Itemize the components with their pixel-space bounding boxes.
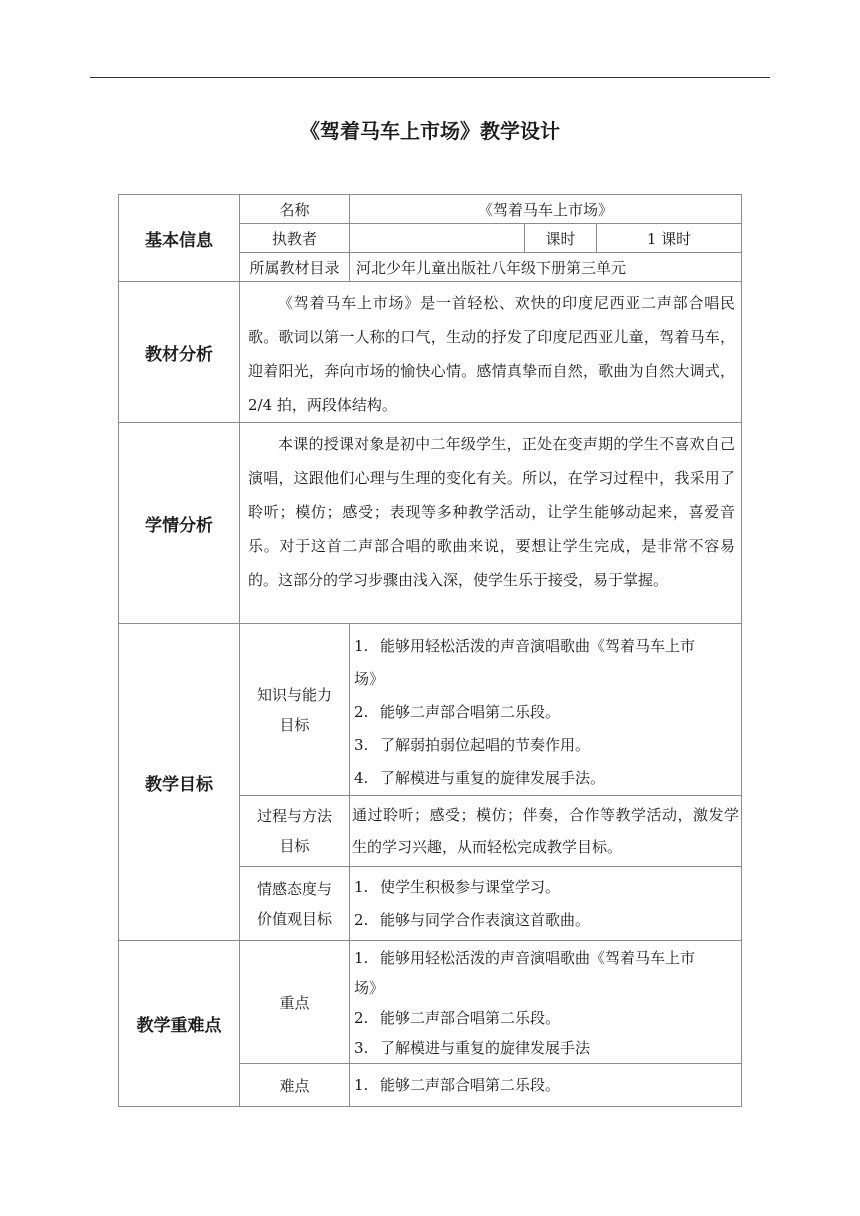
- list-item: 了解弱拍弱位起唱的节奏作用。: [380, 736, 591, 754]
- knowledge-label-line2: 目标: [279, 715, 310, 734]
- process-goal-text: 通过聆听；感受；模仿；伴奏，合作等教学活动，激发学生的学习兴趣，从而轻松完成教学目标。: [352, 806, 740, 856]
- row-name: [119, 195, 742, 224]
- document-title: 《驾着马车上市场》教学设计: [300, 119, 560, 143]
- name-label: 名称: [240, 195, 350, 224]
- list-number: 2.: [354, 703, 369, 721]
- list-number: 4.: [354, 769, 369, 787]
- section-key-difficult: 教学重难点: [119, 941, 240, 1107]
- difficult-point-label: 难点: [240, 1064, 350, 1107]
- material-analysis-text: 《驾着马车上市场》是一首轻松、欢快的印度尼西亚二声部合唱民歌。歌词以第一人称的口气，生动的抒发了印度尼西亚儿童，驾着马车，迎着阳光，奔向市场的愉快心情。感情真挚而自然，歌曲为自然大调式，2/4 拍，两段体结构。: [248, 294, 736, 414]
- list-item: 能够二声部合唱第二乐段。: [380, 1009, 561, 1027]
- list-item: 了解模进与重复的旋律发展手法: [380, 1039, 591, 1057]
- list-item-continued: 场》: [354, 979, 385, 997]
- process-label-line1: 过程与方法: [256, 807, 332, 825]
- emotion-label-line2: 价值观目标: [256, 909, 332, 928]
- list-item: 能够二声部合唱第二乐段。: [380, 1075, 561, 1094]
- list-item: 使学生积极参与课堂学习。: [380, 877, 561, 896]
- emotion-label-line1: 情感态度与: [256, 879, 332, 898]
- list-number: 1.: [354, 1075, 369, 1094]
- hours-label: 课时: [525, 224, 597, 253]
- section-student-analysis: 学情分析: [119, 423, 240, 624]
- process-label-line2: 目标: [279, 837, 310, 855]
- knowledge-goal-list: [350, 624, 741, 795]
- emotion-goal-list: [350, 871, 741, 937]
- row-students: [119, 423, 742, 624]
- key-point-list: [350, 941, 741, 1063]
- catalog-value: 河北少年儿童出版社八年级下册第三单元: [350, 253, 742, 282]
- section-basic-info: 基本信息: [119, 195, 240, 282]
- list-number: 2.: [354, 910, 369, 929]
- list-number: 1.: [354, 877, 369, 896]
- list-number: 2.: [354, 1009, 369, 1027]
- list-item-continued: 场》: [354, 670, 385, 688]
- lesson-plan-table: [118, 194, 742, 1107]
- list-number: 3.: [354, 736, 369, 754]
- section-material-analysis: 教材分析: [119, 282, 240, 423]
- list-item: 能够用轻松活泼的声音演唱歌曲《驾着马车上市: [380, 949, 696, 967]
- list-item: 能够与同学合作表演这首歌曲。: [380, 910, 591, 929]
- list-number: 1.: [354, 949, 369, 967]
- difficult-point-list: [350, 1069, 741, 1102]
- key-point-label: 重点: [240, 941, 350, 1064]
- catalog-label: 所属教材目录: [240, 253, 350, 282]
- section-teaching-goals: 教学目标: [119, 624, 240, 941]
- header-rule: [90, 77, 770, 78]
- list-item: 能够二声部合唱第二乐段。: [380, 703, 561, 721]
- knowledge-label-line1: 知识与能力: [256, 685, 332, 704]
- name-value: 《驾着马车上市场》: [350, 195, 742, 224]
- list-number: 1.: [354, 637, 369, 655]
- list-item: 了解模进与重复的旋律发展手法。: [380, 769, 606, 787]
- student-analysis-text: 本课的授课对象是初中二年级学生，正处在变声期的学生不喜欢自己演唱，这跟他们心理与生理的变化有关。所以，在学习过程中，我采用了聆听；模仿；感受；表现等多种教学活动，让学生能够动起来，喜爱音乐。对于这首二声部合唱的歌曲来说，要想让学生完成，是非常不容易的。这部分的学习步骤由浅入深，使学生乐于接受，易于掌握。: [248, 435, 736, 589]
- teacher-label: 执教者: [240, 224, 350, 253]
- row-material: [119, 282, 742, 423]
- list-item: 能够用轻松活泼的声音演唱歌曲《驾着马车上市: [380, 637, 696, 655]
- teacher-value: [350, 224, 525, 253]
- hours-value: 1 课时: [597, 224, 742, 253]
- list-number: 3.: [354, 1039, 369, 1057]
- row-goal-knowledge: [119, 624, 742, 796]
- row-key-points: [119, 941, 742, 1064]
